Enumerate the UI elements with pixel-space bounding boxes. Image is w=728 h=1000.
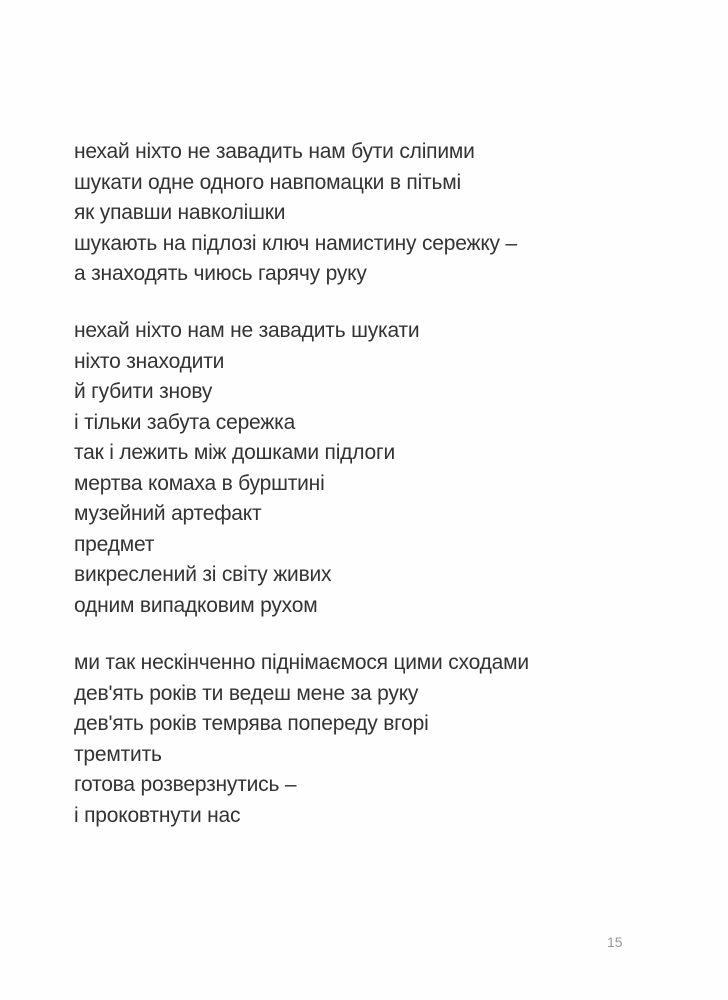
poem-line: шукають на підлозі ключ намистину сережку – bbox=[74, 231, 517, 255]
poem-stanza-1 bbox=[74, 137, 517, 290]
poem-line: музейний артефакт bbox=[74, 502, 262, 525]
poem-line: дев'ять років ти ведеш мене за руку bbox=[74, 681, 419, 705]
poem-line: шукати одне одного навпомацки в пітьмі bbox=[74, 170, 461, 194]
poem-line: тремтить bbox=[74, 742, 162, 766]
poem-line: нехай ніхто нам не завадить шукати bbox=[74, 319, 420, 342]
poem-line: викреслений зі світу живих bbox=[74, 563, 332, 586]
poem-line: так і лежить між дошками підлоги bbox=[74, 441, 395, 464]
poem-line: ніхто знаходити bbox=[74, 349, 225, 373]
poem-stanza-2 bbox=[74, 316, 419, 621]
poem-line: ми так нескінченно піднімаємося цими сходами bbox=[74, 651, 529, 674]
poem-line: і тільки забута сережка bbox=[74, 410, 296, 434]
poem-line: дев'ять років темрява попереду вгорі bbox=[74, 712, 429, 735]
poem-line: й губити знову bbox=[74, 380, 213, 403]
poem-line: а знаходять чиюсь гарячу руку bbox=[74, 262, 367, 285]
poem-line: як упавши навколішки bbox=[74, 201, 286, 224]
poem-line: мертва комаха в бурштині bbox=[74, 471, 325, 495]
poem-line: готова розверзнутись – bbox=[74, 773, 297, 796]
poem-line: нехай ніхто не завадить нам бути сліпими bbox=[74, 140, 475, 163]
page-number: 15 bbox=[607, 934, 623, 950]
poem-line: і проковтнути нас bbox=[74, 803, 241, 827]
poem-line: одним випадковим рухом bbox=[74, 593, 318, 617]
poem-line: предмет bbox=[74, 532, 155, 556]
poem-stanza-3 bbox=[74, 648, 529, 831]
